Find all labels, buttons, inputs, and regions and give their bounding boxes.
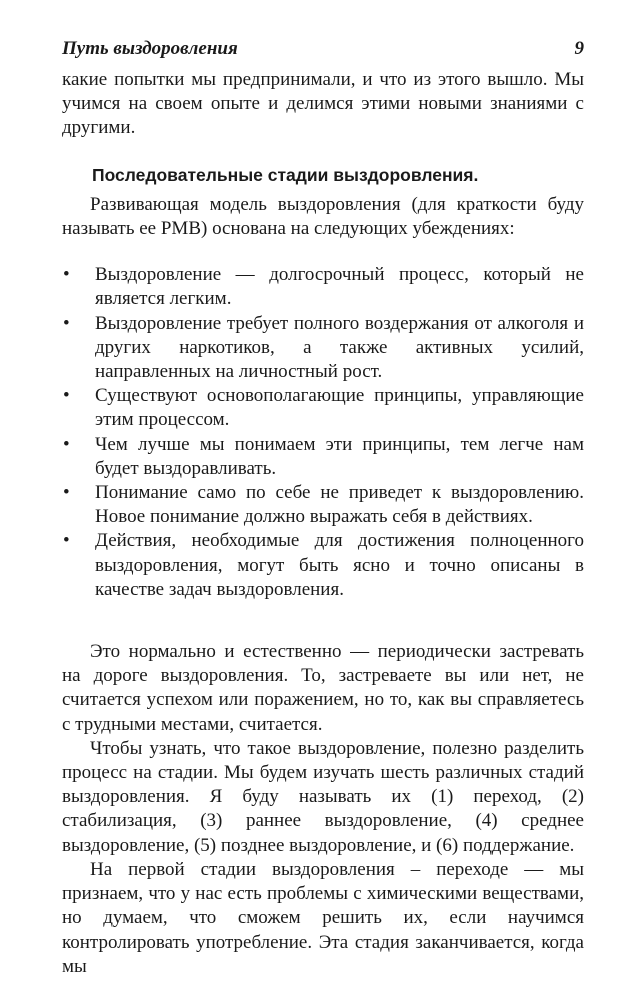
- paragraph-stages: Чтобы узнать, что такое выздоровление, полезно разделить процесс на стадии. Мы будем изучать шесть различных стадий выздоровления. Я буду называть их (1) переход, (2) стабилизация, (3) раннее выздоровление, (4) среднее выздоровление, (5) позднее выздоровление, и (6) поддержание.: [62, 737, 584, 856]
- body-text: [62, 68, 584, 979]
- page-number: 9: [574, 38, 584, 59]
- bullet-icon: •: [63, 264, 70, 286]
- bullet-icon: •: [63, 482, 70, 504]
- list-item: [62, 263, 584, 311]
- list-item: [62, 312, 584, 385]
- list-item: [62, 529, 584, 602]
- intro-paragraph: Развивающая модель выздоровления (для краткости буду называть ее РМВ) основана на следующих убеждениях:: [62, 193, 584, 240]
- book-page: [62, 38, 584, 979]
- list-item: [62, 481, 584, 529]
- list-item-text: Чем лучше мы понимаем эти принципы, тем легче нам будет выздоравливать.: [95, 433, 584, 479]
- list-item-text: Понимание само по себе не приведет к выздоровлению. Новое понимание должно выражать себя в действиях.: [95, 482, 584, 528]
- section-heading: Последовательные стадии выздоровления.: [92, 164, 479, 185]
- list-item-text: Выздоровление — долгосрочный процесс, который не является легким.: [95, 264, 584, 310]
- running-header: [62, 38, 584, 68]
- list-item-text: Существуют основополагающие принципы, управляющие этим процессом.: [95, 385, 584, 431]
- bullet-icon: •: [63, 530, 70, 552]
- paragraph-transition: На первой стадии выздоровления – переходе — мы признаем, что у нас есть проблемы с химическими веществами, но думаем, что сможем решить их, если научимся контролировать употребление. Эта стадия заканчивается, когда мы: [62, 858, 584, 977]
- paragraph-stuck: Это нормально и естественно — периодически застревать на дороге выздоровления. То, застреваете вы или нет, не считается успехом или поражением, но то, как вы справляетесь с трудными местами, считается.: [62, 641, 584, 735]
- running-title: Путь выздоровления: [62, 38, 238, 59]
- bullet-icon: •: [63, 433, 70, 455]
- list-item-text: Выздоровление требует полного воздержания от алкоголя и других наркотиков, а также активных усилий, направленных на личностный рост.: [95, 312, 584, 383]
- bullet-icon: •: [63, 385, 70, 407]
- list-item: [62, 384, 584, 432]
- opening-paragraph: какие попытки мы предпринимали, и что из этого вышло. Мы учимся на своем опыте и делимся этими новыми знаниями с другими.: [62, 69, 584, 139]
- bullet-icon: •: [63, 312, 70, 334]
- list-item-text: Действия, необходимые для достижения полноценного выздоровления, могут быть ясно и точно описаны в качестве задач выздоровления.: [95, 530, 584, 600]
- beliefs-list: [62, 263, 584, 602]
- list-item: [62, 433, 584, 481]
